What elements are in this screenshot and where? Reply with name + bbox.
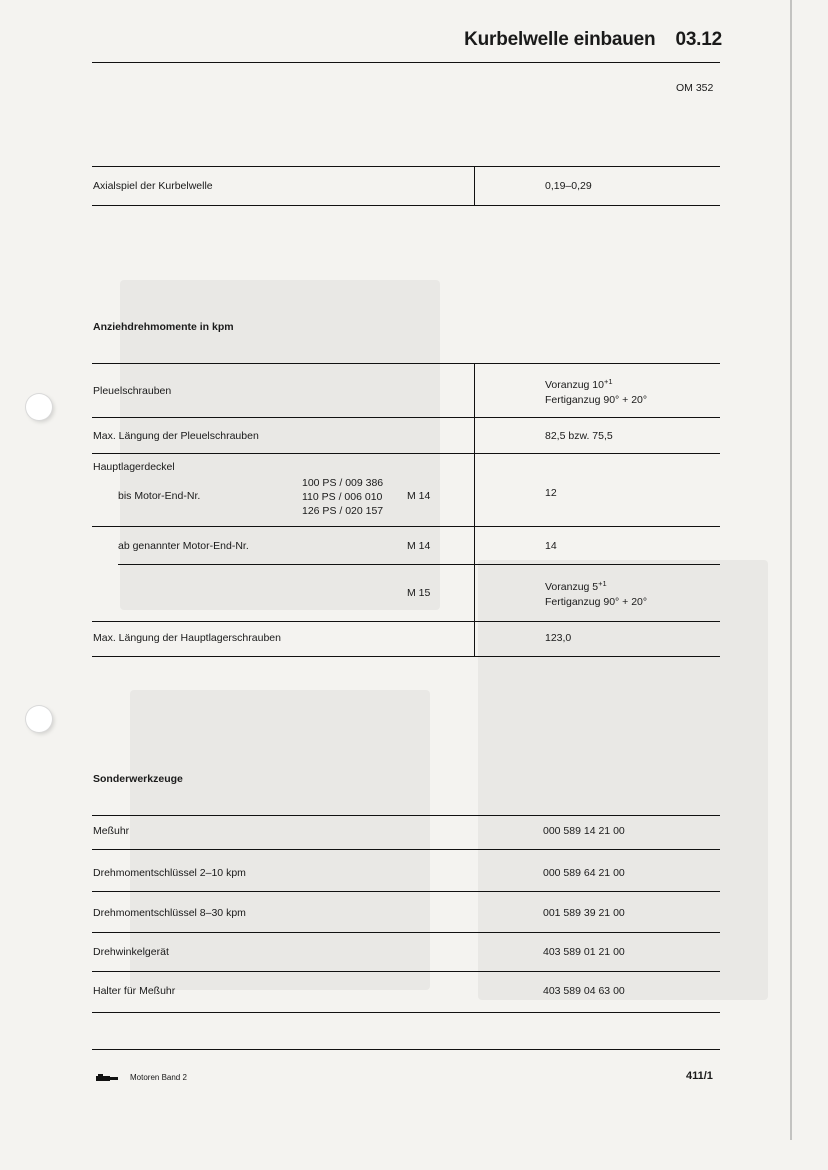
- m15-value: [545, 576, 647, 610]
- header-rule: [92, 62, 720, 63]
- table-rule: [92, 932, 720, 933]
- title-text: Kurbelwelle einbauen: [464, 29, 656, 50]
- haupt-len-label: Max. Längung der Hauptlagerschrauben: [93, 632, 281, 644]
- footer-rule: [92, 1049, 720, 1050]
- ab-label: ab genannter Motor-End-Nr.: [118, 540, 249, 552]
- pleuel-value-2: Fertiganzug 90° + 20°: [545, 394, 648, 406]
- table-rule: [92, 971, 720, 972]
- engine-item: 110 PS / 006 010: [302, 491, 383, 503]
- engine-item: 126 PS / 020 157: [302, 505, 384, 517]
- m15-value-2: Fertiganzug 90° + 20°: [545, 596, 648, 608]
- haupt-value: 12: [545, 487, 557, 499]
- table-rule: [92, 1012, 720, 1013]
- pleuel-value: [545, 374, 647, 408]
- m15-thread: M 15: [407, 587, 431, 599]
- table-rule: [92, 417, 720, 418]
- pleuel-label: Pleuelschrauben: [93, 385, 172, 397]
- tool-number: 403 589 04 63 00: [543, 985, 625, 997]
- table-divider: [474, 363, 475, 656]
- page-title: [464, 29, 722, 51]
- table-rule: [92, 166, 720, 167]
- haupt-label: Hauptlagerdeckel: [93, 461, 175, 473]
- table-rule: [92, 363, 720, 364]
- footer-book: Motoren Band 2: [130, 1073, 187, 1082]
- table-rule: [92, 891, 720, 892]
- section-number: 03.12: [675, 29, 722, 50]
- tool-number: 403 589 01 21 00: [543, 946, 625, 958]
- haupt-thread: M 14: [407, 490, 431, 502]
- tool-label: Drehwinkelgerät: [93, 946, 169, 958]
- table-rule: [92, 453, 720, 454]
- engine-model: OM 352: [676, 82, 714, 94]
- ab-value: 14: [545, 540, 557, 552]
- table-rule: [92, 621, 720, 622]
- tools-heading: Sonderwerkzeuge: [93, 773, 183, 785]
- show-through-image: [478, 560, 768, 1000]
- m15-value-1: Voranzug 5: [545, 581, 599, 593]
- page-number: 411/1: [686, 1070, 713, 1082]
- publisher-logo-icon: [96, 1074, 118, 1083]
- engine-list: [302, 476, 383, 518]
- pleuel-value-sup: +1: [603, 377, 613, 386]
- haupt-sub-label: bis Motor-End-Nr.: [118, 490, 201, 502]
- table-rule: [92, 205, 720, 206]
- haupt-len-value: 123,0: [545, 632, 572, 644]
- m15-value-sup: +1: [598, 579, 607, 588]
- engine-item: 100 PS / 009 386: [302, 477, 384, 489]
- table-rule: [92, 526, 720, 527]
- tool-label: Drehmomentschlüssel 8–30 kpm: [93, 907, 246, 919]
- page-edge: [790, 0, 792, 1140]
- axial-value: 0,19–0,29: [545, 180, 592, 192]
- axial-label: Axialspiel der Kurbelwelle: [93, 180, 213, 192]
- table-rule: [92, 849, 720, 850]
- show-through-image: [130, 690, 430, 990]
- punch-hole: [26, 394, 52, 420]
- table-rule: [92, 815, 720, 816]
- tool-number: 001 589 39 21 00: [543, 907, 625, 919]
- punch-hole: [26, 706, 52, 732]
- table-rule: [118, 564, 720, 565]
- ab-thread: M 14: [407, 540, 431, 552]
- tool-label: Halter für Meßuhr: [93, 985, 176, 997]
- torque-heading: Anziehdrehmomente in kpm: [93, 321, 234, 333]
- tool-label: Meßuhr: [93, 825, 130, 837]
- tool-number: 000 589 64 21 00: [543, 867, 625, 879]
- pleuel-len-label: Max. Längung der Pleuelschrauben: [93, 430, 259, 442]
- table-rule: [92, 656, 720, 657]
- pleuel-value-1: Voranzug 10: [545, 379, 604, 391]
- pleuel-len-value: 82,5 bzw. 75,5: [545, 430, 613, 442]
- tool-number: 000 589 14 21 00: [543, 825, 625, 837]
- table-divider: [474, 166, 475, 205]
- tool-label: Drehmomentschlüssel 2–10 kpm: [93, 867, 246, 879]
